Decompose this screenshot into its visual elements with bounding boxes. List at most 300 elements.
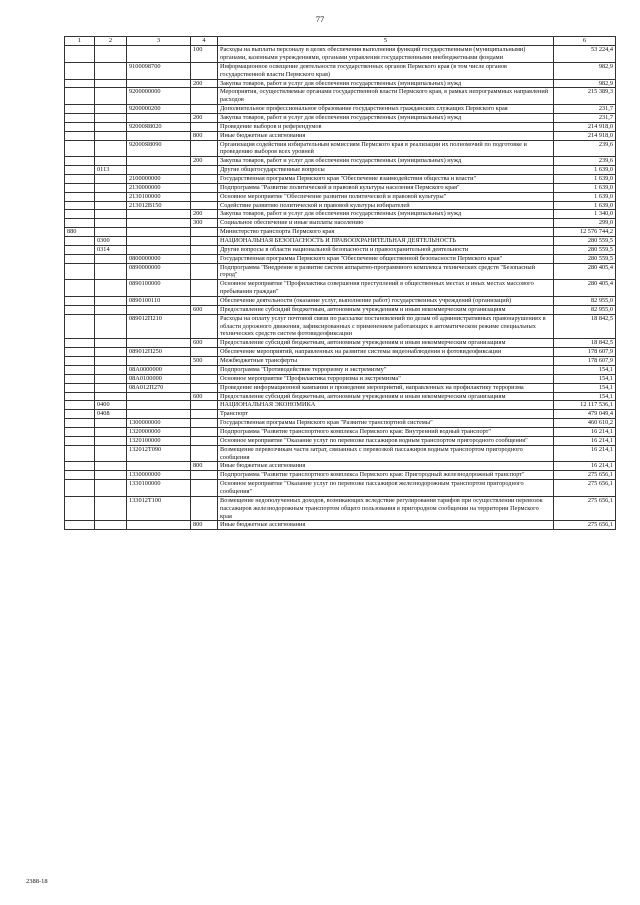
cell-target-article	[127, 79, 191, 88]
cell-target-article: 92000Я8090	[127, 140, 191, 157]
cell-section-code	[95, 157, 127, 166]
cell-admin-code	[65, 183, 95, 192]
cell-amount: 982,9	[554, 79, 616, 88]
cell-expense-type: 100	[191, 46, 218, 63]
cell-name: Содействие развитию политической и правовой культуры избирателей	[218, 201, 554, 210]
cell-target-article: 089012П250	[127, 348, 191, 357]
table-row	[65, 219, 616, 228]
table-row	[65, 462, 616, 471]
cell-name: Социальное обеспечение и иные выплаты населению	[218, 219, 554, 228]
cell-target-article	[127, 166, 191, 175]
cell-name: Основное мероприятие "Профилактика совершения преступлений в общественных местах и иных местах массового пребывания граждан"	[218, 280, 554, 297]
cell-admin-code	[65, 419, 95, 428]
table-row	[65, 297, 616, 306]
cell-admin-code	[65, 263, 95, 280]
cell-expense-type	[191, 297, 218, 306]
table-row	[65, 280, 616, 297]
table-row	[65, 480, 616, 497]
cell-section-code	[95, 219, 127, 228]
cell-target-article: 9200000000	[127, 88, 191, 105]
cell-section-code	[95, 210, 127, 219]
table-row	[65, 314, 616, 339]
cell-name: Подпрограмма "Противодействие терроризму и экстремизму"	[218, 365, 554, 374]
cell-name: Подпрограмма "Развитие транспортного комплекса Пермского края: Внутренний водный транспорт"	[218, 427, 554, 436]
cell-target-article	[127, 401, 191, 410]
cell-section-code	[95, 140, 127, 157]
cell-admin-code	[65, 410, 95, 419]
cell-target-article	[127, 157, 191, 166]
cell-amount: 275 656,1	[554, 496, 616, 521]
cell-expense-type	[191, 427, 218, 436]
cell-name: Иные бюджетные ассигнования	[218, 131, 554, 140]
table-row	[65, 427, 616, 436]
cell-section-code	[95, 192, 127, 201]
cell-target-article: 0800000000	[127, 254, 191, 263]
cell-name: Возмещение недополученных доходов, возникающих вследствие регулирования тарифов при осуществлении перевозок пассажиров железнодорожным транспортом общего пользования в пригородном сообщении на территории Пермского края	[218, 496, 554, 521]
cell-target-article: 9200000200	[127, 105, 191, 114]
cell-target-article: 1320000000	[127, 427, 191, 436]
cell-amount: 275 656,1	[554, 480, 616, 497]
cell-section-code	[95, 122, 127, 131]
cell-amount: 280 559,5	[554, 245, 616, 254]
cell-admin-code: 880	[65, 228, 95, 237]
column-header: 2	[95, 37, 127, 46]
cell-admin-code	[65, 297, 95, 306]
cell-target-article	[127, 339, 191, 348]
cell-name: Расходы на выплаты персоналу в целях обеспечения выполнения функций государственными (муниципальными) органами, казенными учреждениями, органами управления государственными внебюджетными фондами	[218, 46, 554, 63]
cell-section-code	[95, 79, 127, 88]
cell-name: Проведение выборов и референдумов	[218, 122, 554, 131]
cell-admin-code	[65, 114, 95, 123]
cell-target-article: 9100098700	[127, 62, 191, 79]
cell-amount: 154,1	[554, 392, 616, 401]
cell-amount: 299,0	[554, 219, 616, 228]
cell-expense-type	[191, 348, 218, 357]
cell-admin-code	[65, 348, 95, 357]
cell-target-article	[127, 46, 191, 63]
cell-amount: 154,1	[554, 365, 616, 374]
table-row	[65, 436, 616, 445]
table-row	[65, 62, 616, 79]
table-row	[65, 192, 616, 201]
cell-amount: 154,1	[554, 383, 616, 392]
cell-name: Закупка товаров, работ и услуг для обеспечения государственных (муниципальных) нужд	[218, 79, 554, 88]
table-row	[65, 374, 616, 383]
table-row	[65, 410, 616, 419]
cell-amount: 1 639,0	[554, 192, 616, 201]
cell-amount: 16 214,1	[554, 436, 616, 445]
cell-amount: 18 842,5	[554, 314, 616, 339]
cell-amount: 16 214,1	[554, 462, 616, 471]
cell-target-article: 1320100000	[127, 436, 191, 445]
cell-amount: 82 955,0	[554, 297, 616, 306]
cell-name: Государственная программа Пермского края "Обеспечение взаимодействия общества и власти"	[218, 175, 554, 184]
table-row	[65, 175, 616, 184]
cell-section-code	[95, 392, 127, 401]
cell-amount: 982,9	[554, 62, 616, 79]
table-row	[65, 383, 616, 392]
cell-target-article: 08А0100000	[127, 374, 191, 383]
cell-admin-code	[65, 105, 95, 114]
cell-expense-type	[191, 419, 218, 428]
cell-expense-type	[191, 436, 218, 445]
cell-section-code	[95, 114, 127, 123]
cell-expense-type	[191, 192, 218, 201]
cell-expense-type	[191, 496, 218, 521]
cell-section-code	[95, 374, 127, 383]
cell-section-code	[95, 175, 127, 184]
cell-section-code	[95, 280, 127, 297]
cell-admin-code	[65, 62, 95, 79]
cell-name: Возмещение перевозчикам части затрат, связанных с перевозкой пассажиров водным транспортом пригородного сообщения	[218, 445, 554, 462]
cell-amount: 280 405,4	[554, 280, 616, 297]
cell-section-code: 0300	[95, 237, 127, 246]
cell-name: Закупка товаров, работ и услуг для обеспечения государственных (муниципальных) нужд	[218, 157, 554, 166]
cell-amount: 53 224,4	[554, 46, 616, 63]
cell-target-article: 2130000000	[127, 183, 191, 192]
cell-admin-code	[65, 201, 95, 210]
cell-expense-type: 800	[191, 131, 218, 140]
table-row	[65, 496, 616, 521]
cell-section-code	[95, 62, 127, 79]
table-row	[65, 254, 616, 263]
cell-name: НАЦИОНАЛЬНАЯ ЭКОНОМИКА	[218, 401, 554, 410]
cell-admin-code	[65, 521, 95, 530]
cell-name: Другие вопросы в области национальной безопасности и правоохранительной деятельности	[218, 245, 554, 254]
cell-admin-code	[65, 46, 95, 63]
cell-admin-code	[65, 192, 95, 201]
table-row	[65, 419, 616, 428]
table-row	[65, 166, 616, 175]
cell-expense-type	[191, 383, 218, 392]
cell-amount: 18 842,5	[554, 339, 616, 348]
cell-amount: 16 214,1	[554, 445, 616, 462]
cell-expense-type	[191, 122, 218, 131]
cell-target-article	[127, 521, 191, 530]
cell-amount: 214 918,0	[554, 122, 616, 131]
table-row	[65, 245, 616, 254]
cell-admin-code	[65, 357, 95, 366]
cell-amount: 12 576 744,2	[554, 228, 616, 237]
cell-target-article	[127, 245, 191, 254]
cell-admin-code	[65, 280, 95, 297]
cell-expense-type	[191, 228, 218, 237]
cell-name: Обеспечение мероприятий, направленных на развитие системы видеонаблюдения и фотовидеофиксации	[218, 348, 554, 357]
cell-name: НАЦИОНАЛЬНАЯ БЕЗОПАСНОСТЬ И ПРАВООХРАНИТЕЛЬНАЯ ДЕЯТЕЛЬНОСТЬ	[218, 237, 554, 246]
cell-expense-type	[191, 166, 218, 175]
cell-amount: 82 955,0	[554, 305, 616, 314]
cell-amount: 1 639,0	[554, 183, 616, 192]
cell-amount: 1 340,0	[554, 210, 616, 219]
table-row	[65, 445, 616, 462]
cell-section-code	[95, 339, 127, 348]
cell-expense-type	[191, 280, 218, 297]
cell-name: Предоставление субсидий бюджетным, автономным учреждениям и иным некоммерческим организациям	[218, 392, 554, 401]
table-row	[65, 114, 616, 123]
cell-amount: 479 049,4	[554, 410, 616, 419]
table-row	[65, 228, 616, 237]
cell-target-article: 133012Т100	[127, 496, 191, 521]
cell-target-article	[127, 131, 191, 140]
column-header-row	[65, 37, 616, 46]
cell-name: Предоставление субсидий бюджетным, автономным учреждениям и иным некоммерческим организациям	[218, 339, 554, 348]
cell-admin-code	[65, 436, 95, 445]
cell-name: Государственная программа Пермского края "Развитие транспортной системы"	[218, 419, 554, 428]
cell-admin-code	[65, 462, 95, 471]
cell-target-article: 089012П210	[127, 314, 191, 339]
cell-admin-code	[65, 166, 95, 175]
cell-target-article: 08А0000000	[127, 365, 191, 374]
table-row	[65, 305, 616, 314]
table-row	[65, 471, 616, 480]
cell-expense-type	[191, 374, 218, 383]
cell-expense-type	[191, 88, 218, 105]
table-row	[65, 201, 616, 210]
cell-target-article: 2100000000	[127, 175, 191, 184]
cell-admin-code	[65, 427, 95, 436]
table-row	[65, 105, 616, 114]
table-row	[65, 140, 616, 157]
cell-section-code	[95, 305, 127, 314]
column-header: 6	[554, 37, 616, 46]
cell-name: Межбюджетные трансферты	[218, 357, 554, 366]
cell-name: Министерство транспорта Пермского края	[218, 228, 554, 237]
cell-section-code	[95, 383, 127, 392]
column-header: 1	[65, 37, 95, 46]
cell-target-article	[127, 219, 191, 228]
cell-target-article: 0890000000	[127, 263, 191, 280]
table-row	[65, 348, 616, 357]
cell-name: Иные бюджетные ассигнования	[218, 462, 554, 471]
cell-name: Информационное освещение деятельности государственных органов Пермского края (в том числе органов государственной власти Пермского края)	[218, 62, 554, 79]
table-row	[65, 183, 616, 192]
column-header: 3	[127, 37, 191, 46]
cell-admin-code	[65, 254, 95, 263]
cell-target-article: 92000Я8020	[127, 122, 191, 131]
cell-amount: 239,6	[554, 140, 616, 157]
cell-target-article: 1330000000	[127, 471, 191, 480]
cell-admin-code	[65, 219, 95, 228]
cell-amount: 215 389,3	[554, 88, 616, 105]
cell-expense-type	[191, 254, 218, 263]
cell-expense-type: 300	[191, 219, 218, 228]
cell-name: Другие общегосударственные вопросы	[218, 166, 554, 175]
cell-amount: 1 639,0	[554, 201, 616, 210]
cell-name: Основное мероприятие "Оказание услуг по перевозке пассажиров железнодорожным транспортом пригородного сообщения"	[218, 480, 554, 497]
cell-amount: 275 656,1	[554, 521, 616, 530]
page-number: 77	[315, 14, 325, 24]
cell-expense-type: 200	[191, 157, 218, 166]
cell-admin-code	[65, 79, 95, 88]
cell-name: Расходы на оплату услуг почтовой связи по рассылке постановлений по делам об административных правонарушениях в области дорожного движения, зафиксированных с применением работающих в автоматическом режиме специальных технических средств систем фотовидеофиксации	[218, 314, 554, 339]
cell-expense-type: 800	[191, 521, 218, 530]
table-row	[65, 88, 616, 105]
cell-expense-type	[191, 410, 218, 419]
table-row	[65, 401, 616, 410]
cell-amount: 1 639,0	[554, 175, 616, 184]
cell-amount: 280 405,4	[554, 263, 616, 280]
cell-admin-code	[65, 471, 95, 480]
cell-amount: 214 918,0	[554, 131, 616, 140]
cell-expense-type	[191, 175, 218, 184]
cell-section-code	[95, 201, 127, 210]
cell-admin-code	[65, 314, 95, 339]
cell-section-code	[95, 462, 127, 471]
cell-section-code	[95, 105, 127, 114]
cell-expense-type: 800	[191, 462, 218, 471]
cell-admin-code	[65, 339, 95, 348]
cell-name: Основное мероприятие "Оказание услуг по перевозке пассажиров водным транспортом пригородного сообщения"	[218, 436, 554, 445]
cell-expense-type: 600	[191, 392, 218, 401]
cell-admin-code	[65, 210, 95, 219]
cell-amount: 275 656,1	[554, 471, 616, 480]
footer-code: 2388-18	[26, 878, 48, 885]
cell-section-code	[95, 419, 127, 428]
cell-expense-type: 500	[191, 357, 218, 366]
cell-admin-code	[65, 245, 95, 254]
cell-expense-type	[191, 62, 218, 79]
cell-section-code	[95, 427, 127, 436]
table-row	[65, 79, 616, 88]
cell-name: Обеспечение деятельности (оказание услуг, выполнение работ) государственных учреждений (организаций)	[218, 297, 554, 306]
cell-section-code	[95, 480, 127, 497]
cell-name: Подпрограмма "Развитие политической и правовой культуры населения Пермского края"	[218, 183, 554, 192]
cell-expense-type	[191, 365, 218, 374]
cell-target-article	[127, 410, 191, 419]
cell-expense-type	[191, 401, 218, 410]
cell-section-code: 0408	[95, 410, 127, 419]
cell-section-code	[95, 348, 127, 357]
cell-expense-type	[191, 445, 218, 462]
table-row	[65, 357, 616, 366]
cell-expense-type	[191, 105, 218, 114]
cell-target-article: 213012В150	[127, 201, 191, 210]
cell-expense-type	[191, 314, 218, 339]
cell-section-code	[95, 263, 127, 280]
cell-section-code	[95, 365, 127, 374]
cell-name: Основное мероприятие "Профилактика терроризма и экстремизма"	[218, 374, 554, 383]
cell-amount: 231,7	[554, 114, 616, 123]
cell-target-article: 0890100110	[127, 297, 191, 306]
cell-target-article	[127, 210, 191, 219]
table-row	[65, 339, 616, 348]
cell-section-code	[95, 521, 127, 530]
cell-amount: 239,6	[554, 157, 616, 166]
cell-admin-code	[65, 237, 95, 246]
cell-amount: 154,1	[554, 374, 616, 383]
cell-name: Закупка товаров, работ и услуг для обеспечения государственных (муниципальных) нужд	[218, 114, 554, 123]
cell-section-code	[95, 183, 127, 192]
table-row	[65, 392, 616, 401]
table-row	[65, 365, 616, 374]
cell-target-article	[127, 237, 191, 246]
table-row	[65, 131, 616, 140]
cell-section-code	[95, 496, 127, 521]
cell-amount: 1 639,0	[554, 166, 616, 175]
cell-name: Иные бюджетные ассигнования	[218, 521, 554, 530]
cell-expense-type: 200	[191, 114, 218, 123]
cell-name: Подпрограмма "Внедрение и развитие систем аппаратно-программного комплекса технических средств "Безопасный город"	[218, 263, 554, 280]
cell-admin-code	[65, 383, 95, 392]
table-row	[65, 122, 616, 131]
budget-table	[64, 36, 616, 530]
cell-name: Дополнительное профессиональное образование государственных гражданских служащих Пермского края	[218, 105, 554, 114]
table-row	[65, 157, 616, 166]
column-header: 4	[191, 37, 218, 46]
cell-admin-code	[65, 131, 95, 140]
cell-target-article	[127, 114, 191, 123]
cell-name: Мероприятия, осуществляемые органами государственной власти Пермского края, в рамках непрограммных направлений расходов	[218, 88, 554, 105]
cell-name: Государственная программа Пермского края "Обеспечение общественной безопасности Пермского края"	[218, 254, 554, 263]
cell-section-code	[95, 314, 127, 339]
cell-target-article: 132012Т090	[127, 445, 191, 462]
cell-section-code: 0400	[95, 401, 127, 410]
cell-expense-type	[191, 263, 218, 280]
cell-section-code	[95, 254, 127, 263]
cell-expense-type	[191, 237, 218, 246]
cell-target-article: 1300000000	[127, 419, 191, 428]
cell-name: Транспорт	[218, 410, 554, 419]
cell-amount: 231,7	[554, 105, 616, 114]
cell-amount: 12 117 536,1	[554, 401, 616, 410]
cell-expense-type	[191, 201, 218, 210]
cell-admin-code	[65, 305, 95, 314]
cell-admin-code	[65, 140, 95, 157]
table-row	[65, 46, 616, 63]
cell-section-code	[95, 131, 127, 140]
cell-admin-code	[65, 445, 95, 462]
cell-admin-code	[65, 88, 95, 105]
cell-amount: 280 559,5	[554, 237, 616, 246]
table-row	[65, 210, 616, 219]
table-row	[65, 237, 616, 246]
cell-expense-type	[191, 183, 218, 192]
table-row	[65, 263, 616, 280]
cell-target-article	[127, 462, 191, 471]
cell-expense-type	[191, 480, 218, 497]
cell-target-article	[127, 305, 191, 314]
cell-amount: 16 214,1	[554, 427, 616, 436]
cell-name: Проведение информационной кампании и проведение мероприятий, направленных на профилактику терроризма	[218, 383, 554, 392]
cell-admin-code	[65, 374, 95, 383]
cell-amount: 460 610,2	[554, 419, 616, 428]
cell-section-code	[95, 357, 127, 366]
cell-admin-code	[65, 157, 95, 166]
cell-section-code	[95, 46, 127, 63]
cell-target-article: 0890100000	[127, 280, 191, 297]
cell-expense-type: 200	[191, 79, 218, 88]
cell-section-code	[95, 88, 127, 105]
budget-table-body	[65, 37, 616, 530]
cell-expense-type: 600	[191, 305, 218, 314]
cell-target-article	[127, 392, 191, 401]
cell-name: Основное мероприятие "Обеспечение развития политической и правовой культуры"	[218, 192, 554, 201]
cell-expense-type: 600	[191, 339, 218, 348]
cell-section-code	[95, 297, 127, 306]
cell-section-code: 0314	[95, 245, 127, 254]
cell-admin-code	[65, 365, 95, 374]
cell-name: Закупка товаров, работ и услуг для обеспечения государственных (муниципальных) нужд	[218, 210, 554, 219]
cell-section-code	[95, 471, 127, 480]
cell-amount: 280 559,5	[554, 254, 616, 263]
cell-admin-code	[65, 480, 95, 497]
cell-amount: 178 607,9	[554, 357, 616, 366]
cell-section-code	[95, 436, 127, 445]
cell-admin-code	[65, 401, 95, 410]
cell-section-code	[95, 228, 127, 237]
cell-admin-code	[65, 496, 95, 521]
cell-expense-type	[191, 245, 218, 254]
